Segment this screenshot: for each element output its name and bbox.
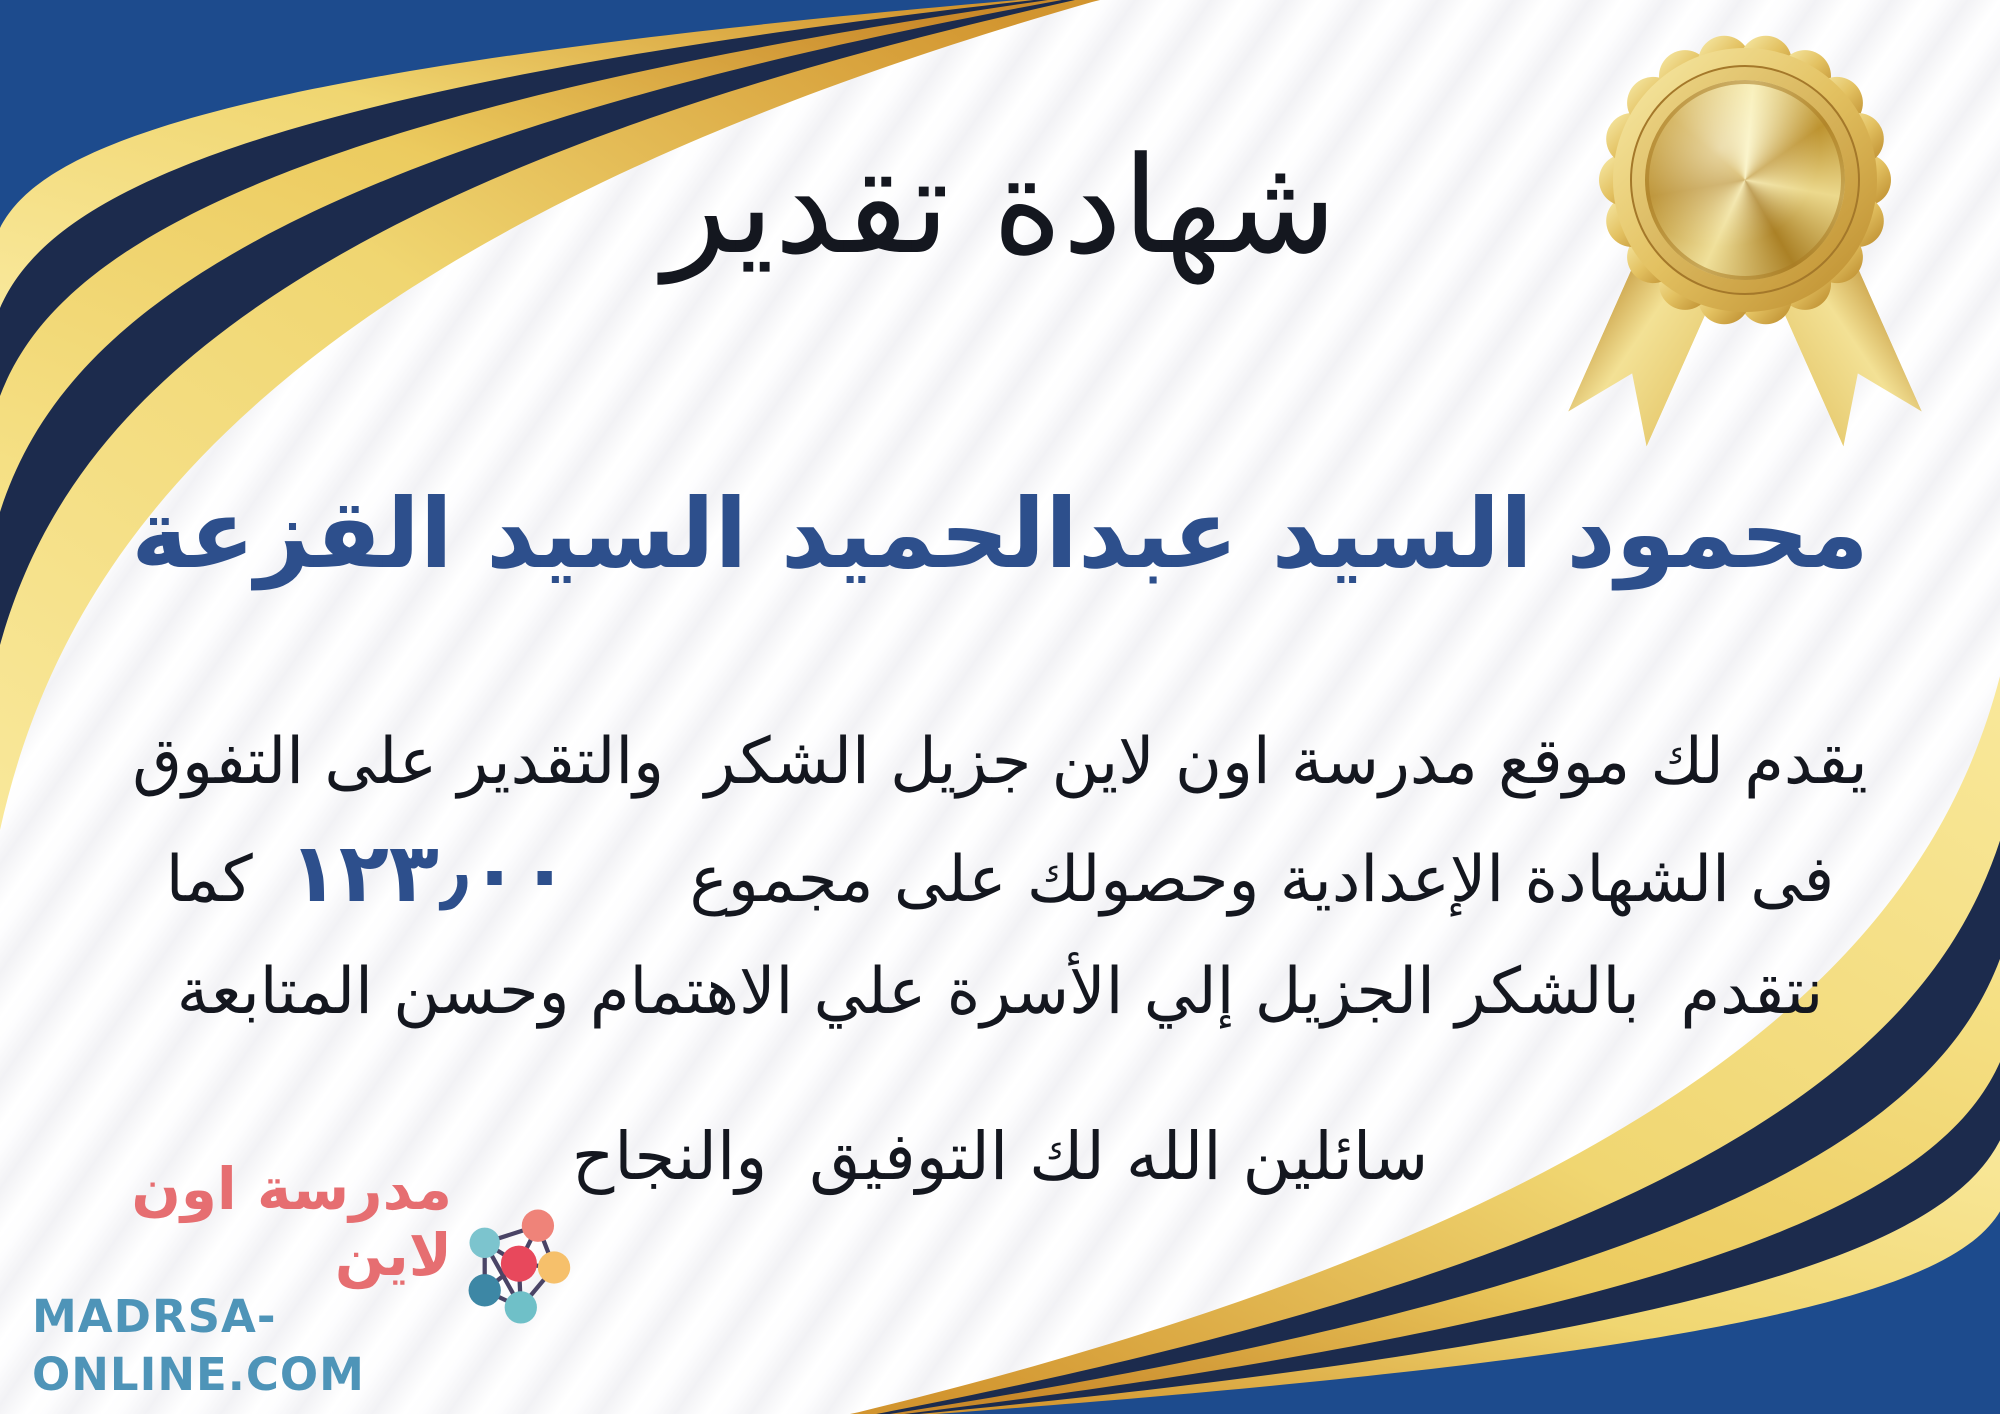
recipient-name: محمود السيد عبدالحميد السيد القزعة: [131, 478, 1869, 590]
site-logo-text: [32, 1156, 452, 1404]
certificate-body: [60, 706, 1940, 1048]
body-line-1: يقدم لك موقع مدرسة اون لاين جزيل الشكر والتقدير على التفوق: [132, 725, 1868, 799]
body-line-2: [60, 818, 1940, 936]
site-name-arabic: مدرسة اون لاين: [131, 1155, 452, 1289]
closing-line: سائلين الله لك التوفيق والنجاح: [571, 1118, 1429, 1195]
certificate-title: شهادة تقدير: [663, 128, 1337, 284]
site-domain: MADRSA-ONLINE.COM: [32, 1290, 365, 1401]
body-line-2-text: فى الشهادة الإعدادية وحصولك على مجموع: [689, 843, 1835, 917]
site-logo: [32, 1156, 612, 1404]
network-logo-icon: [460, 1201, 612, 1353]
body-line-3: نتقدم بالشكر الجزيل إلي الأسرة علي الاهتمام وحسن المتابعة: [176, 955, 1824, 1029]
body-line-2-tail: كما: [165, 843, 253, 917]
score-value: ١٢٣٫٠٠: [288, 826, 570, 921]
